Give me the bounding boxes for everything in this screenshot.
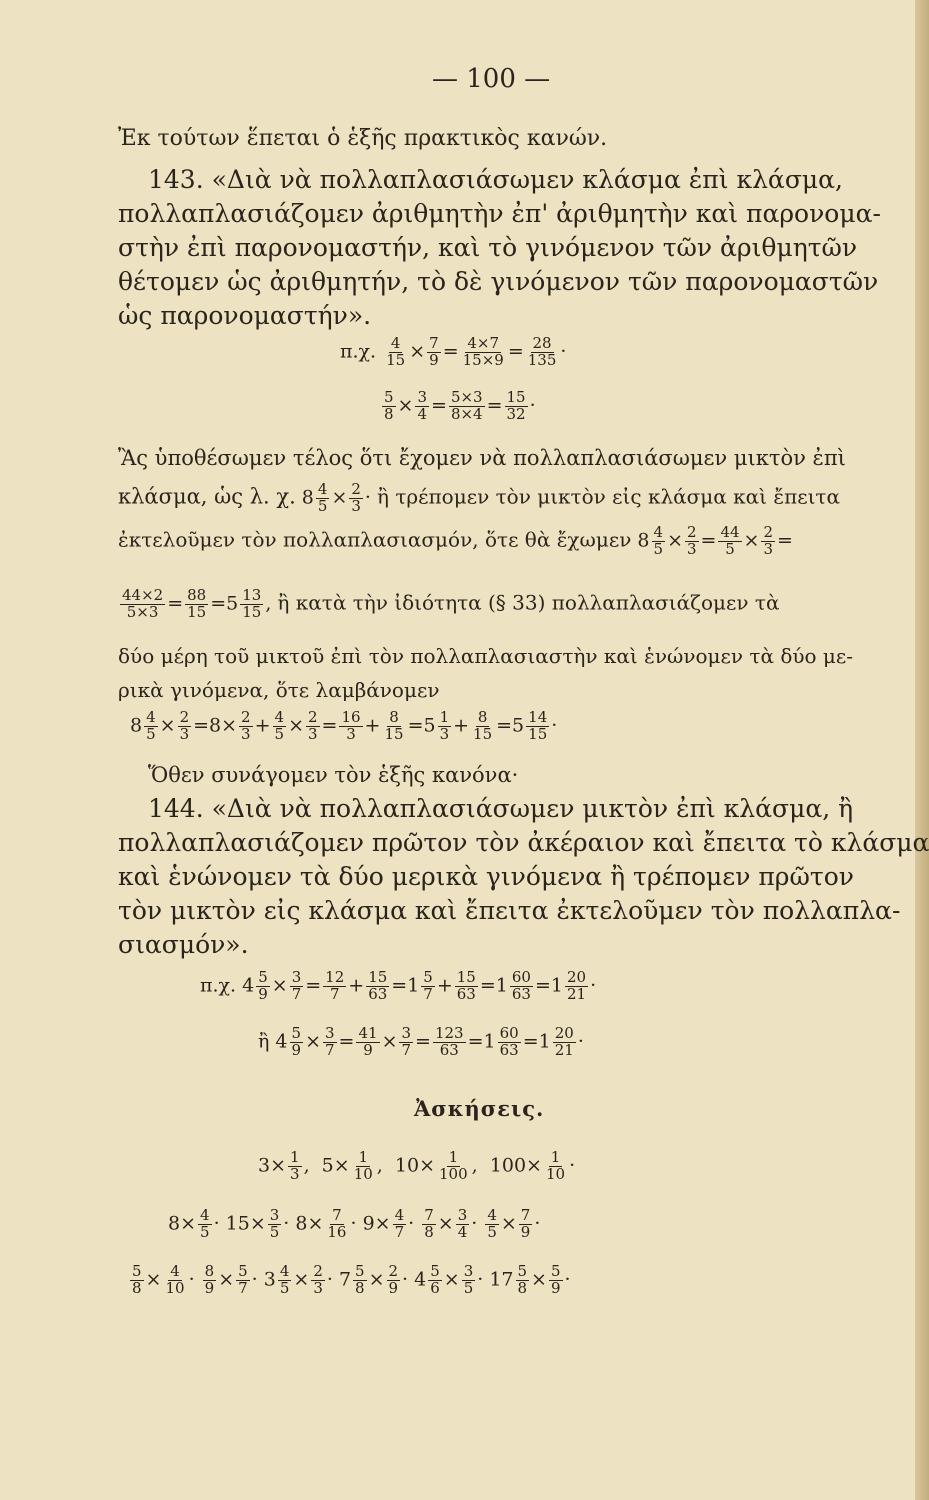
example-143-eq1: π.χ. $\frac{4}{15}$ × $\frac{7}{9}$ = $\frac{4\times 7}{15\times 9}$ = $\frac{28}{135}$ ·	[340, 334, 567, 369]
intro-line: Ἐκ τούτων ἕπεται ὁ ἑξῆς πρακτικὸς κανών.	[118, 126, 608, 151]
mixed-para-text: ἢ κατὰ τὴν ἰδιότητα (§ 33) πολλαπλασιάζομεν τὰ	[277, 590, 780, 615]
example-prefix: π.χ.	[200, 974, 237, 997]
mixed-para-line-4: $\frac{44\times 2}{5\times 3}$ = $\frac{88}{15}$ =5 $\frac{13}{15}$ , ἢ κατὰ τὴν ἰδιότητα (§ 33) πολλαπλασιάζομεν τὰ	[122, 586, 780, 621]
rule-143-line: θέτομεν ὡς ἀριθμητήν, τὸ δὲ γινόμενον τῶν παρονομαστῶν	[118, 267, 879, 296]
mixed-para-line: Ἂς ὑποθέσωμεν τέλος ὅτι ἔχομεν νὰ πολλαπλασιάσωμεν μικτὸν ἐπὶ	[118, 446, 846, 470]
exercises-row-2: 8× $\frac{4}{5}$ · 15× $\frac{3}{5}$ · 8× $\frac{7}{16}$ · 9× $\frac{4}{7}$ · $\frac{7}{8}$ × $\frac{3}{4}$ · $\frac{4}{5}$ × $\frac{7}{9}$ ·	[168, 1206, 541, 1241]
exercises-row-3: $\frac{5}{8}$ × $\frac{4}{10}$ · $\frac{8}{9}$ × $\frac{5}{7}$ · 3 $\frac{4}{5}$ × $\frac{2}{3}$ · 7 $\frac{5}{8}$ × $\frac{2}{9}$ · 4 $\frac{5}{6}$ × $\frac{3}{5}$ · 17 $\frac{5}{8}$ × $\frac{5}{9}$ ·	[132, 1262, 571, 1297]
rule-144-line: τὸν μικτὸν εἰς κλάσμα καὶ ἔπειτα ἐκτελοῦμεν τὸν πολλαπλα-	[118, 896, 901, 925]
rule-144-line: σιασμόν».	[118, 930, 249, 959]
mixed-para-text: κλάσμα, ὡς λ. χ.	[118, 484, 296, 509]
page-number: — 100 —	[432, 64, 551, 94]
mixed-para-line: δύο μέρη τοῦ μικτοῦ ἐπὶ τὸν πολλαπλασιαστὴν καὶ ἑνώνομεν τὰ δύο με-	[118, 644, 854, 668]
example-prefix: π.χ.	[340, 340, 377, 363]
example-144-eq1: π.χ. 4 $\frac{5}{9}$ × $\frac{3}{7}$ = $\frac{12}{7}$ + $\frac{15}{63}$ =1 $\frac{5}{7}$ + $\frac{15}{63}$ =1 $\frac{60}{63}$ =1 $\frac{20}{21}$ ·	[200, 968, 597, 1003]
rule-143-line: 143. «Διὰ νὰ πολλαπλασιάσωμεν κλάσμα ἐπὶ κλάσμα,	[148, 165, 843, 194]
conclusion-line: Ὅθεν συνάγομεν τὸν ἑξῆς κανόνα·	[148, 763, 519, 787]
mixed-para-line-3: ἐκτελοῦμεν τὸν πολλαπλασιασμόν, ὅτε θὰ ἔχωμεν 8 $\frac{4}{5}$ × $\frac{2}{3}$ = $\frac{44}{5}$ × $\frac{2}{3}$ =	[118, 523, 793, 558]
rule-144-line: 144. «Διὰ νὰ πολλαπλασιάσωμεν μικτὸν ἐπὶ κλάσμα, ἢ	[148, 794, 854, 823]
exercises-row-1: 3× $\frac{1}{3}$ , 5× $\frac{1}{10}$ , 10× $\frac{1}{100}$ , 100× $\frac{1}{10}$ ·	[258, 1148, 576, 1183]
example-144-eq2: ἢ 4 $\frac{5}{9}$ × $\frac{3}{7}$ = $\frac{41}{9}$ × $\frac{3}{7}$ = $\frac{123}{63}$ =1 $\frac{60}{63}$ =1 $\frac{20}{21}$ ·	[258, 1024, 584, 1059]
rule-144-line: καὶ ἑνώνομεν τὰ δύο μερικὰ γινόμενα ἢ τρέπομεν πρῶτον	[118, 862, 854, 891]
page-edge	[915, 0, 929, 1500]
example-143-eq2: $\frac{5}{8}$ × $\frac{3}{4}$ = $\frac{5\times 3}{8\times 4}$ = $\frac{15}{32}$ ·	[384, 388, 536, 423]
mixed-para-line: ρικὰ γινόμενα, ὅτε λαμβάνομεν	[118, 678, 440, 702]
rule-144-line: πολλαπλασιάζομεν πρῶτον τὸν ἀκέραιον καὶ ἔπειτα τὸ κλάσμα	[118, 828, 929, 857]
rule-143-line: ὡς παρονομαστήν».	[118, 301, 372, 330]
exercises-heading: Ἀσκήσεις.	[414, 1096, 545, 1121]
mixed-para-text: ἢ τρέπομεν τὸν μικτὸν εἰς κλάσμα καὶ ἔπειτα	[377, 484, 840, 509]
mixed-expansion-eq: 8 $\frac{4}{5}$ × $\frac{2}{3}$ =8× $\frac{2}{3}$ + $\frac{4}{5}$ × $\frac{2}{3}$ = $\frac{16}{3}$ + $\frac{8}{15}$ =5 $\frac{1}{3}$ + $\frac{8}{15}$ =5 $\frac{14}{15}$ ·	[130, 708, 558, 743]
or-word: ἢ	[258, 1030, 270, 1053]
mixed-para-text: ἐκτελοῦμεν τὸν πολλαπλασιασμόν, ὅτε θὰ ἔχωμεν	[118, 527, 632, 552]
rule-143-line: πολλαπλασιάζομεν ἀριθμητὴν ἐπ' ἀριθμητὴν καὶ παρονομα-	[118, 199, 881, 228]
rule-143-line: στὴν ἐπὶ παρονομαστήν, καὶ τὸ γινόμενον τῶν ἀριθμητῶν	[118, 233, 858, 262]
mixed-para-line-2: κλάσμα, ὡς λ. χ. 8 $\frac{4}{5}$ × $\frac{2}{3}$ · ἢ τρέπομεν τὸν μικτὸν εἰς κλάσμα καὶ ἔπειτα	[118, 480, 840, 515]
